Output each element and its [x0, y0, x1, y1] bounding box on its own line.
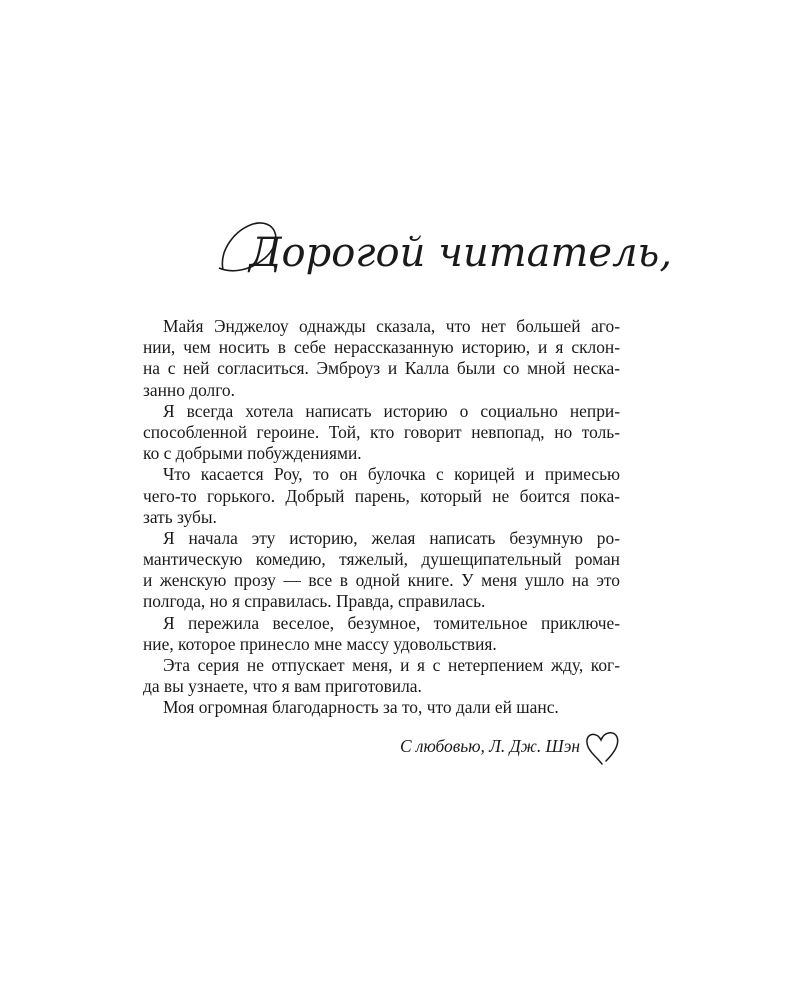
letter-signature: [330, 728, 622, 768]
paragraph-line: на с ней согласиться. Эмброуз и Калла были со мной неска-: [143, 358, 620, 379]
letter-paragraph: [143, 697, 620, 718]
letter-paragraph: [143, 613, 620, 655]
paragraph-line: Я всегда хотела написать историю о социально непри-: [163, 400, 620, 421]
signature-text: С любовью, Л. Дж. Шэн: [399, 736, 580, 756]
paragraph-line: ко с добрыми побуждениями.: [143, 443, 362, 464]
paragraph-line: способленной героине. Той, кто говорит невпопад, но толь-: [143, 421, 620, 442]
letter-heading-script: [205, 210, 673, 290]
paragraph-line: Моя огромная благодарность за то, что дали ей шанс.: [163, 697, 559, 718]
letter-body: [143, 316, 620, 719]
heart-icon: [582, 728, 622, 768]
paragraph-line: Эта серия не отпускает меня, и я с нетерпением жду, ког-: [163, 655, 620, 675]
paragraph-line: Майя Энджелоу однажды сказала, что нет большей аго-: [163, 316, 620, 336]
paragraph-line: ние, которое принесло мне массу удовольствия.: [143, 633, 497, 654]
letter-heading: [205, 210, 673, 290]
paragraph-line: Я начала эту историю, желая написать безумную ро-: [163, 527, 620, 548]
paragraph-line: полгода, но я справилась. Правда, справилась.: [143, 591, 486, 612]
paragraph-line: мантическую комедию, тяжелый, душещипательный роман: [143, 549, 620, 570]
letter-heading-text: Дорогой читатель,: [249, 230, 673, 276]
paragraph-line: нии, чем носить в себе нерассказанную историю, и я склон-: [143, 337, 620, 358]
paragraph-line: Я пережила веселое, безумное, томительное приключе-: [163, 612, 620, 633]
paragraph-line: чего-то горького. Добрый парень, который не боится пока-: [143, 485, 620, 506]
paragraph-line: да вы узнаете, что я вам приготовила.: [143, 676, 422, 697]
paragraph-line: зать зубы.: [143, 506, 217, 527]
letter-paragraph: [143, 528, 620, 613]
letter-paragraph: [143, 401, 620, 465]
letter-paragraph: [143, 655, 620, 697]
letter-paragraph: [143, 316, 620, 401]
paragraph-line: и женскую прозу — все в одной книге. У меня ушло на это: [143, 570, 620, 591]
paragraph-line: Что касается Роу, то он булочка с корицей и примесью: [163, 464, 620, 485]
letter-paragraph: [143, 464, 620, 528]
paragraph-line: занно долго.: [143, 379, 235, 400]
